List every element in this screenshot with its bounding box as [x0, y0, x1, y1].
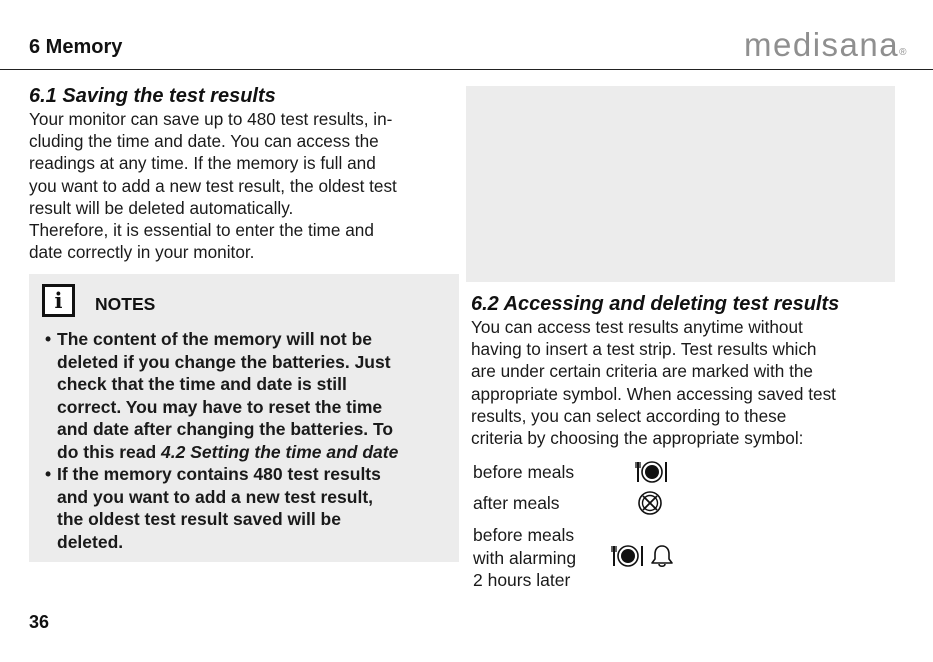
symbol-icons — [635, 490, 669, 516]
note-item — [45, 328, 453, 463]
notes-list — [45, 328, 453, 553]
symbol-label: before meals with alarming 2 hours later — [473, 525, 577, 591]
text-line: deleted. — [57, 531, 124, 552]
text-line: Therefore, it is essential to enter the time and — [29, 220, 374, 241]
text-line: and date after changing the batteries. To — [57, 419, 394, 439]
text-line: results, you can select according to these — [471, 405, 787, 426]
brand-name: medisana — [744, 26, 900, 63]
symbol-row — [473, 459, 895, 485]
section-accessing — [471, 292, 895, 592]
section-title-saving: 6.1 Saving the test results — [29, 85, 276, 107]
text-line: cluding the time and date. You can access the — [29, 131, 379, 152]
text-line: The content of the memory will not be — [57, 329, 373, 349]
symbol-label: before meals — [473, 461, 575, 482]
brand-logo — [744, 26, 908, 64]
header-rule — [0, 69, 933, 70]
text-line: You can access test results anytime without — [471, 317, 803, 337]
text-line: and you want to add a new test result, — [57, 486, 374, 507]
symbol-row — [473, 490, 895, 516]
before-meals-icon — [635, 459, 669, 485]
symbol-icons — [635, 459, 669, 485]
bullet: • — [45, 464, 52, 484]
symbol-table — [471, 459, 895, 592]
text-line: readings at any time. If the memory is full and — [29, 153, 376, 174]
text-line: date correctly in your monitor. — [29, 242, 255, 263]
symbol-row — [473, 524, 895, 592]
text-line — [57, 441, 453, 464]
text-line: appropriate symbol. When accessing saved test — [471, 383, 836, 404]
bullet: • — [45, 329, 52, 349]
text-line: are under certain criteria are marked with the — [471, 361, 813, 382]
text-line: you want to add a new test result, the oldest test — [29, 175, 397, 196]
before-meals-icon — [611, 543, 645, 569]
text-line: correct. You may have to reset the time — [57, 396, 383, 417]
text-line: Your monitor can save up to 480 test results, in- — [29, 109, 393, 129]
ref-prefix: do this read — [57, 441, 162, 462]
accessing-paragraph — [471, 316, 895, 449]
info-icon: i — [42, 284, 75, 317]
page-number: 36 — [29, 612, 50, 632]
section-title-accessing: 6.2 Accessing and deleting test results — [471, 293, 840, 315]
after-meals-icon — [635, 490, 669, 516]
alarm-bell-icon — [649, 543, 675, 569]
text-line: check that the time and date is still — [57, 374, 347, 394]
text-line: the oldest test result saved will be — [57, 509, 341, 529]
chapter-title: 6 Memory — [29, 36, 123, 58]
brand-registered-mark: ® — [899, 47, 908, 58]
text-line: deleted if you change the batteries. Just — [57, 351, 391, 372]
symbol-label: after meals — [473, 492, 560, 513]
notes-title: NOTES — [95, 294, 156, 314]
text-line: If the memory contains 480 test results — [57, 464, 381, 484]
text-line: having to insert a test strip. Test results which — [471, 339, 817, 360]
text-line: criteria by choosing the appropriate symbol: — [471, 428, 804, 449]
section-saving — [29, 84, 455, 263]
notes-box — [29, 274, 459, 562]
saving-paragraph — [29, 108, 455, 263]
symbol-icons — [611, 543, 675, 569]
image-placeholder — [466, 86, 895, 282]
note-item — [45, 463, 453, 553]
cross-reference: 4.2 Setting the time and date — [161, 441, 399, 462]
text-line: result will be deleted automatically. — [29, 197, 294, 218]
